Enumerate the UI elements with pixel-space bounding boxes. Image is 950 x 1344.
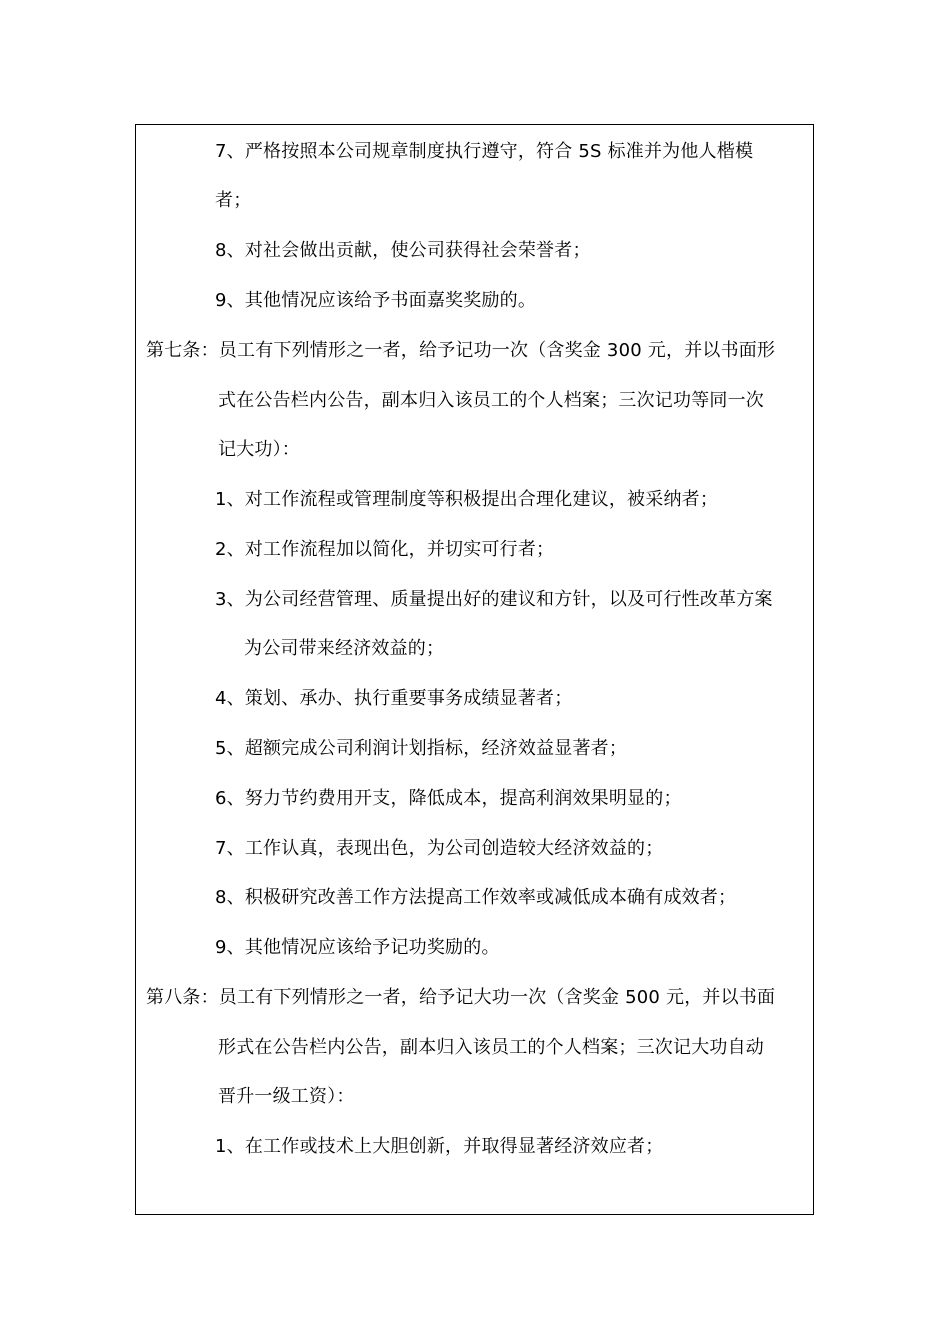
a7-item-4: 4、策划、承办、执行重要事务成绩显著者；: [215, 688, 573, 709]
a7-item-3: 3、为公司经营管理、质量提出好的建议和方针，以及可行性改革方案: [215, 589, 773, 610]
a7-item-9: 9、其他情况应该给予记功奖励的。: [215, 937, 500, 958]
item-7-rules-compliance: 7、严格按照本公司规章制度执行遵守，符合 5S 标准并为他人楷模: [215, 141, 754, 162]
article-7-continuation-1: 式在公告栏内公告，副本归入该员工的个人档案；三次记功等同一次: [218, 390, 764, 411]
a8-item-1: 1、在工作或技术上大胆创新，并取得显著经济效应者；: [215, 1136, 664, 1157]
a7-item-3-continuation: 为公司带来经济效益的；: [244, 638, 445, 659]
article-7-continuation-2: 记大功）：: [218, 439, 300, 460]
article-8-continuation-2: 晋升一级工资）：: [218, 1086, 355, 1107]
a7-item-2: 2、对工作流程加以简化，并切实可行者；: [215, 539, 555, 560]
a7-item-8: 8、积极研究改善工作方法提高工作效率或减低成本确有成效者；: [215, 887, 737, 908]
a7-item-6: 6、努力节约费用开支，降低成本，提高利润效果明显的；: [215, 788, 682, 809]
a7-item-7: 7、工作认真，表现出色，为公司创造较大经济效益的；: [215, 838, 664, 859]
a7-item-1: 1、对工作流程或管理制度等积极提出合理化建议，被采纳者；: [215, 489, 719, 510]
item-8-social-honor: 8、对社会做出贡献，使公司获得社会荣誉者；: [215, 240, 591, 261]
article-8-heading: 第八条：员工有下列情形之一者，给予记大功一次（含奖金 500 元，并以书面: [146, 987, 776, 1008]
article-7-heading: 第七条：员工有下列情形之一者，给予记功一次（含奖金 300 元，并以书面形: [146, 340, 776, 361]
article-8-continuation-1: 形式在公告栏内公告，副本归入该员工的个人档案；三次记大功自动: [218, 1037, 764, 1058]
item-9-written-commendation: 9、其他情况应该给予书面嘉奖奖励的。: [215, 290, 537, 311]
a7-item-5: 5、超额完成公司利润计划指标，经济效益显著者；: [215, 738, 628, 759]
item-7-continuation: 者；: [215, 190, 252, 211]
